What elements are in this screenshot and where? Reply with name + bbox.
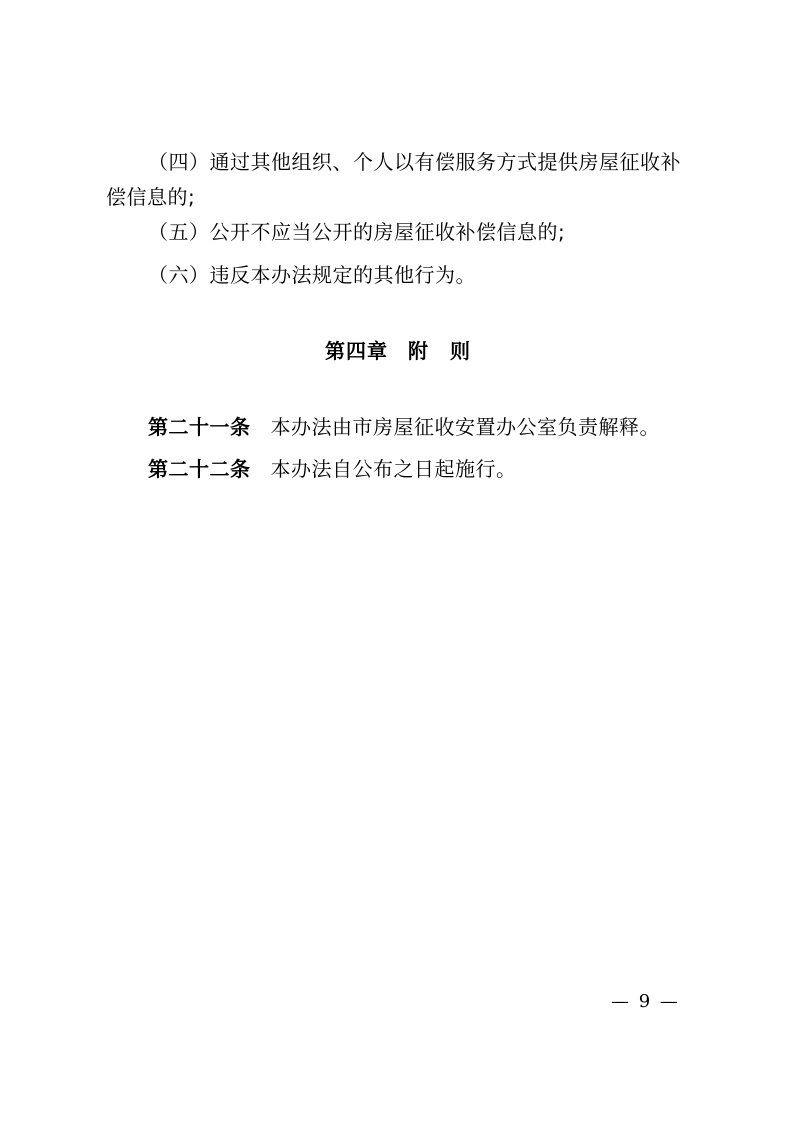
article-number: 第二十一条 — [148, 415, 251, 439]
article-22 — [148, 456, 517, 482]
article-21 — [148, 414, 660, 440]
article-text: 本办法自公布之日起施行。 — [270, 457, 517, 481]
chapter-title: 附 则 — [408, 339, 471, 363]
chapter-heading — [325, 338, 471, 364]
chapter-number: 第四章 — [325, 339, 388, 363]
clause-4-line-1: （四）通过其他组织、个人以有偿服务方式提供房屋征收补 — [148, 150, 681, 174]
page-number: — 9 — — [611, 991, 680, 1012]
clause-5: （五）公开不应当公开的房屋征收补偿信息的; — [148, 220, 566, 244]
article-text: 本办法由市房屋征收安置办公室负责解释。 — [270, 415, 660, 439]
clause-6: （六）违反本办法规定的其他行为。 — [148, 263, 476, 287]
article-number: 第二十二条 — [148, 457, 251, 481]
clause-4-line-2: 偿信息的; — [106, 185, 196, 209]
